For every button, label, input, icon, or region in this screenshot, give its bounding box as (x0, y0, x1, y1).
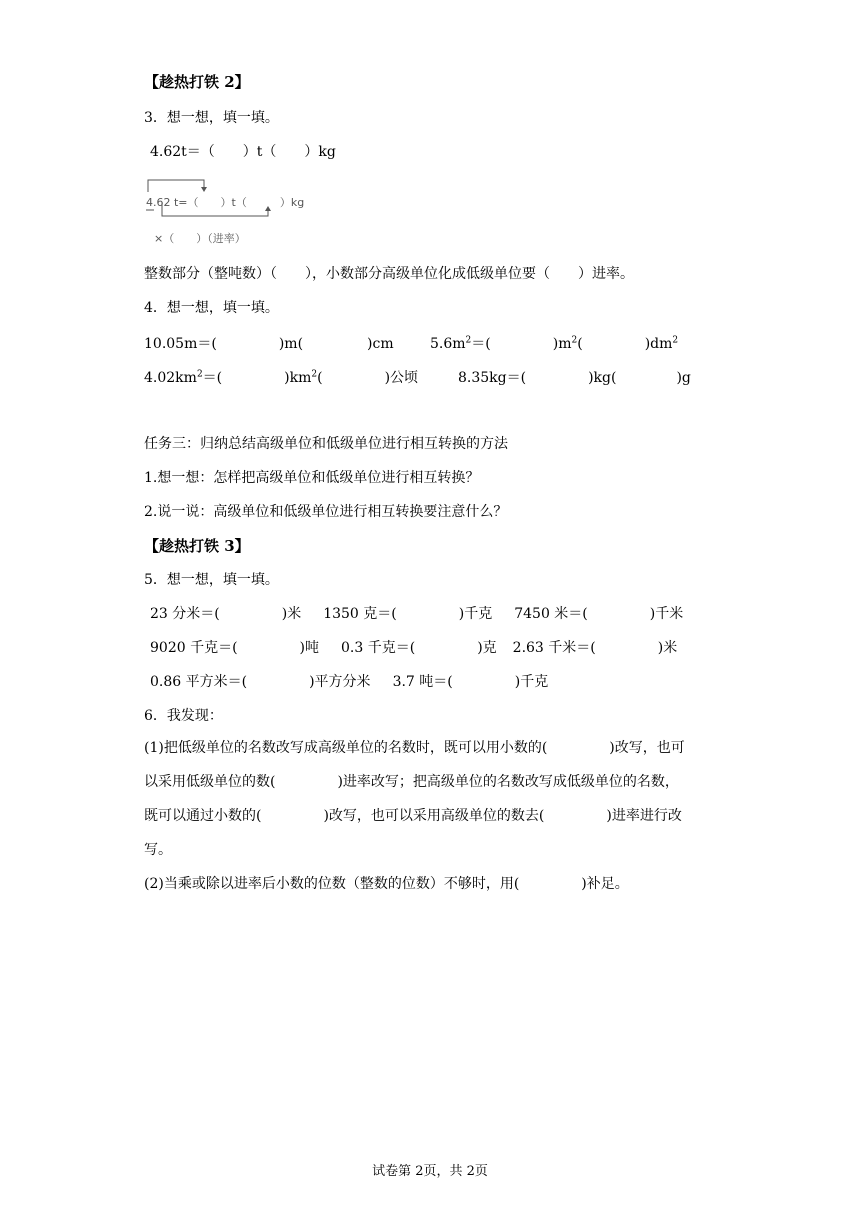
page-footer: 试卷第 2页，共 2页 (372, 1164, 488, 1179)
q6-p1-line3: 既可以通过小数的( )改写，也可以采用高级单位的数去( )进率进行改 (144, 808, 682, 824)
q4-title: 4．想一想，填一填。 (144, 300, 279, 316)
section-heading-2: 【趁热打铁 2】 (144, 73, 250, 91)
q5-row2: 9020 千克＝( )吨 0.3 千克＝( )克 2.63 千米＝( )米 (150, 640, 678, 656)
q5-row1: 23 分米＝( )米 1350 克＝( )千克 7450 米＝( )千米 (150, 606, 684, 622)
q4-row2b: 8.35kg＝( )kg( )g (458, 370, 691, 386)
q6-title: 6．我发现： (144, 708, 223, 724)
q3-diagram (140, 172, 340, 252)
task3-title: 任务三：归纳总结高级单位和低级单位进行相互转换的方法 (144, 436, 508, 452)
q6-p1-line2: 以采用低级单位的数( )进率改写；把高级单位的名数改写成低级单位的名数， (144, 774, 679, 790)
q6-p2: (2)当乘或除以进率后小数的位数（整数的位数）不够时，用( )补足。 (144, 876, 629, 892)
section-heading-3: 【趁热打铁 3】 (144, 537, 250, 555)
diagram-expr: 4.62 t=（ ）t（ ）kg (146, 196, 305, 209)
q4-row2a: $4.02km^2=$( )$km^2$( )公顷 (144, 369, 419, 386)
q3-summary: 整数部分（整吨数）（ ），小数部分高级单位化成低级单位要（ ）进率。 (144, 266, 634, 282)
q3-title: 3．想一想，填一填。 (144, 110, 279, 126)
q6-p1-line1: (1)把低级单位的名数改写成高级单位的名数时，既可以用小数的( )改写，也可 (144, 740, 685, 756)
q6-p1-line4: 写。 (144, 842, 172, 858)
q5-row3: 0.86 平方米＝( )平方分米 3.7 吨＝( )千克 (150, 674, 549, 690)
q4-row1a: 10.05m＝( )m( )cm (144, 336, 394, 352)
q5-title: 5．想一想，填一填。 (144, 572, 279, 588)
q4-row1b: $5.6m^2=$( )$m^2$( )$dm^2$ (430, 335, 679, 352)
task3-q2: 2.说一说：高级单位和低级单位进行相互转换要注意什么？ (144, 504, 508, 520)
diagram-mult: ×（ ）（进率） (154, 232, 246, 245)
q3-line: 4.62t＝（ ）t（ ）kg (150, 144, 336, 160)
task3-q1: 1.想一想：怎样把高级单位和低级单位进行相互转换？ (144, 470, 480, 486)
